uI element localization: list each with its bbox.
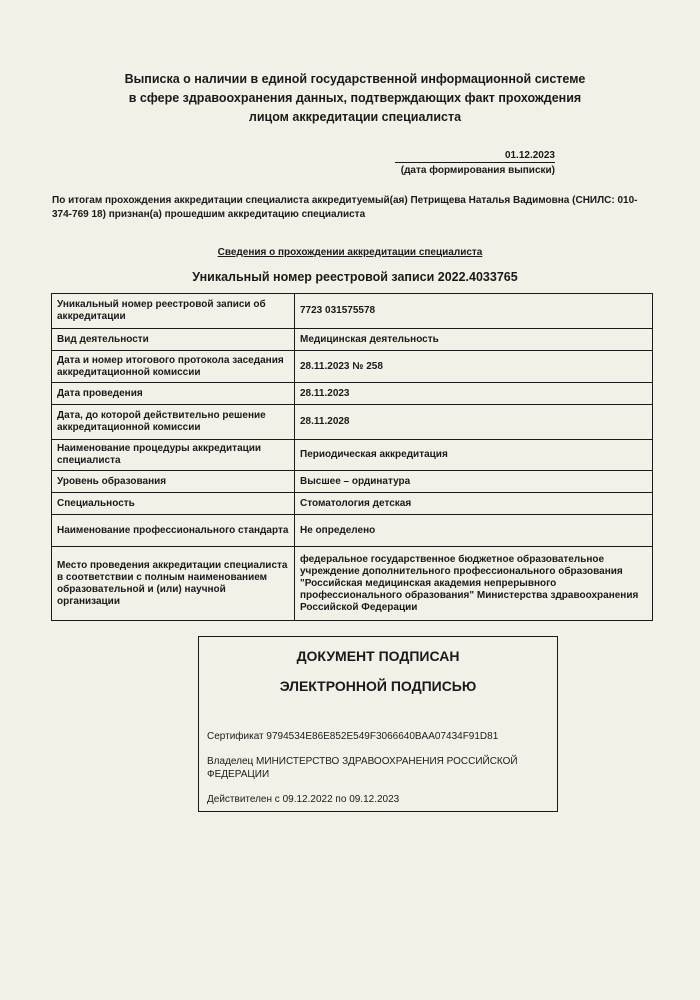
- table-row: [52, 493, 653, 515]
- row-value: 28.11.2023: [295, 383, 653, 405]
- validity-from-prefix: с: [274, 794, 280, 805]
- table-row: [52, 329, 653, 351]
- validity-to-prefix: по: [335, 794, 347, 805]
- certificate-value: 9794534E86E852E549F3066640BAA07434F91D81: [266, 731, 499, 742]
- row-value: Медицинская деятельность: [295, 329, 653, 351]
- registry-number-heading: Уникальный номер реестровой записи 2022.4033765: [192, 270, 518, 284]
- certificate-line: [207, 730, 547, 743]
- issue-date-block: [395, 150, 555, 176]
- document-title: Выписка о наличии в единой государственной информационной системе в сфере здравоохранения данных, подтверждающих факт прохождения лицом аккредитации специалиста: [124, 72, 586, 124]
- owner-label: Владелец: [207, 756, 254, 767]
- validity-label: Действителен: [207, 794, 273, 805]
- validity-to: 09.12.2023: [349, 794, 400, 805]
- validity-from: 09.12.2022: [282, 794, 333, 805]
- row-value: 28.11.2023 № 258: [295, 351, 653, 383]
- table-row: [52, 547, 653, 621]
- table-row: [52, 515, 653, 547]
- certificate-label: Сертификат: [207, 731, 264, 742]
- row-value: Стоматология детская: [295, 493, 653, 515]
- row-value: Периодическая аккредитация: [295, 440, 653, 471]
- row-value: 7723 031575578: [295, 294, 653, 329]
- row-label: Наименование процедуры аккредитации специалиста: [52, 440, 295, 471]
- row-label: Уровень образования: [52, 471, 295, 493]
- table-row: [52, 440, 653, 471]
- electronic-signature-stamp: [198, 636, 558, 812]
- row-value: Высшее – ординатура: [295, 471, 653, 493]
- row-value: федеральное государственное бюджетное образовательное учреждение дополнительного профессионального образования "Российская медицинская академия непрерывного профессионального образования" Министерства здравоохранения Российской Федерации: [295, 547, 653, 621]
- issue-date-caption: (дата формирования выписки): [400, 165, 555, 176]
- row-label: Специальность: [52, 493, 295, 515]
- row-label: Вид деятельности: [52, 329, 295, 351]
- signature-title-line2: ЭЛЕКТРОННОЙ ПОДПИСЬЮ: [279, 678, 477, 694]
- validity-line: [207, 793, 547, 806]
- row-value: 28.11.2028: [295, 405, 653, 440]
- signature-title-line1: ДОКУМЕНТ ПОДПИСАН: [296, 648, 460, 664]
- owner-line: [207, 755, 547, 781]
- issue-date: 01.12.2023: [395, 150, 555, 163]
- owner-value: МИНИСТЕРСТВО ЗДРАВООХРАНЕНИЯ РОССИЙСКОЙ ФЕДЕРАЦИИ: [207, 756, 518, 780]
- table-row: [52, 294, 653, 329]
- row-label: Дата и номер итогового протокола заседания аккредитационной комиссии: [52, 351, 295, 383]
- row-label: Уникальный номер реестровой записи об аккредитации: [52, 294, 295, 329]
- table-row: [52, 351, 653, 383]
- section-heading: Сведения о прохождении аккредитации специалиста: [217, 247, 483, 258]
- accreditation-table: [51, 293, 653, 621]
- row-label: Наименование профессионального стандарта: [52, 515, 295, 547]
- row-value: Не определено: [295, 515, 653, 547]
- table-row: [52, 405, 653, 440]
- row-label: Дата проведения: [52, 383, 295, 405]
- intro-paragraph: По итогам прохождения аккредитации специалиста аккредитуемый(ая) Петрищева Наталья Вадимовна (СНИЛС: 010-374-769 18) признан(а) прошедшим аккредитацию специалиста: [52, 195, 638, 220]
- row-label: Дата, до которой действительно решение аккредитационной комиссии: [52, 405, 295, 440]
- table-row: [52, 471, 653, 493]
- row-label: Место проведения аккредитации специалиста в соответствии с полным наименованием образовательной и (или) научной организации: [52, 547, 295, 621]
- table-row: [52, 383, 653, 405]
